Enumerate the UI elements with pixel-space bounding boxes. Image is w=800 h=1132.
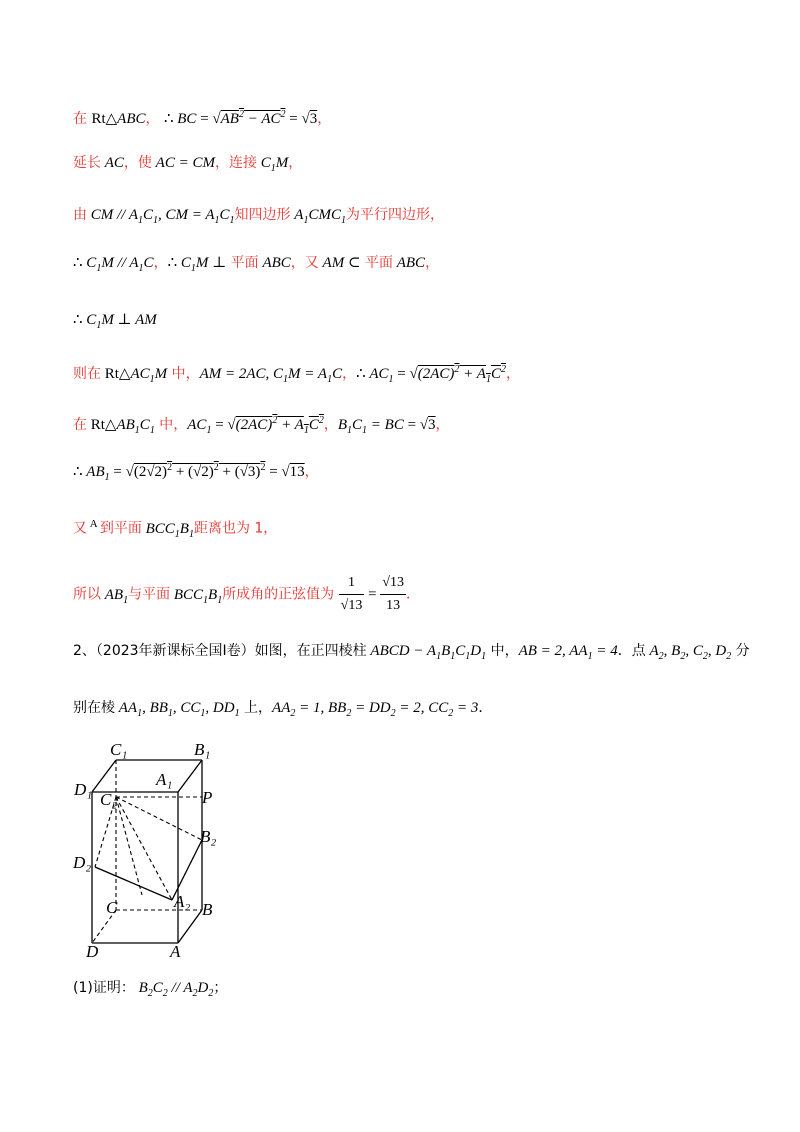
label-B1: B₁ [194,740,211,759]
solution-line-6: 则在 $Rt\triangle AC_1M$ 中，AM = 2AC, $C_1M = A_1C$，∴ $AC_1 = √(2AC)^2 + A_1C^2$， [73,364,520,385]
solution-line-4: ∴ $C_1M // A_1C$，∴ $C_1M$ ⊥ 平面 ABC，又 AM ⊂ 平面 ABC， [73,255,440,274]
label-B2: B₂ [200,827,217,846]
solution-line-5: ∴ $C_1M$ ⊥ AM [73,312,157,331]
label-D1: D₁ [74,780,93,799]
problem-line-1: 2、（2023年新课标全国Ⅰ卷）如图，在正四棱柱 ABCD − $A_1B_1C_1D_1$ 中，AB = 2, $AA_1 = 4$．点 $A_2$, $B_2$, $C_2$, $D_2$ 分 [73,643,750,662]
label-D2: D₂ [73,853,92,872]
label-C: C [106,898,118,917]
label-A: A [170,942,181,960]
problem-part-1: (1)证明： $B_2C_2 // A_2D_2$； [73,980,228,999]
solution-line-2: 延长 AC，使 AC = CM，连接 $C_1M$， [73,155,303,174]
label-P: P [202,788,213,807]
fraction-1: $\frac{1}{√13}$ [339,572,365,617]
label-B: B [202,900,213,919]
prism-figure [70,735,230,960]
problem-line-2: 别在棱 $AA_1$, $BB_1$, $CC_1$, $DD_1$ 上，$AA_2 = 1$, $BB_2 = DD_2 = 2$, $CC_2 = 3$． [73,700,493,719]
label-D: D [86,942,99,960]
label-A2: A₂ [174,892,191,911]
solution-line-10: 所以 $AB_1$与平面 $BCC_1B_1$所成角的正弦值为 $\frac{1}{√13}$ = $\frac{√13}{13}$ ． [73,572,420,617]
fraction-2: $\frac{√13}{13}$ [380,572,406,617]
solution-line-3: 由 CM // $A_1C_1$, CM = $A_1C_1$知四边形 $A_1CMC_1$为平行四边形， [73,207,444,226]
solution-line-9: 又 $^A$ 到平面 $BCC_1B_1$距离也为 1， [73,518,278,540]
label-A1: A₁ [156,770,173,789]
label-C2: C₂ [100,790,118,809]
label-C1: C₁ [110,740,128,759]
solution-line-8: ∴ $AB_1 = √(2√2)^2 + (√2)^2 + (√3)^2 = √13$， [73,462,319,483]
solution-line-1: 在 Rt△ABC， ∴ BC = $√AB^2 - AC^2 = √3$， [73,109,332,127]
solution-line-7: 在 $Rt\triangle AB_1C_1$ 中，$AC_1 = √(2AC)^2 + A_1C^2$，$B_1C_1$ = BC = √3， [73,415,450,436]
